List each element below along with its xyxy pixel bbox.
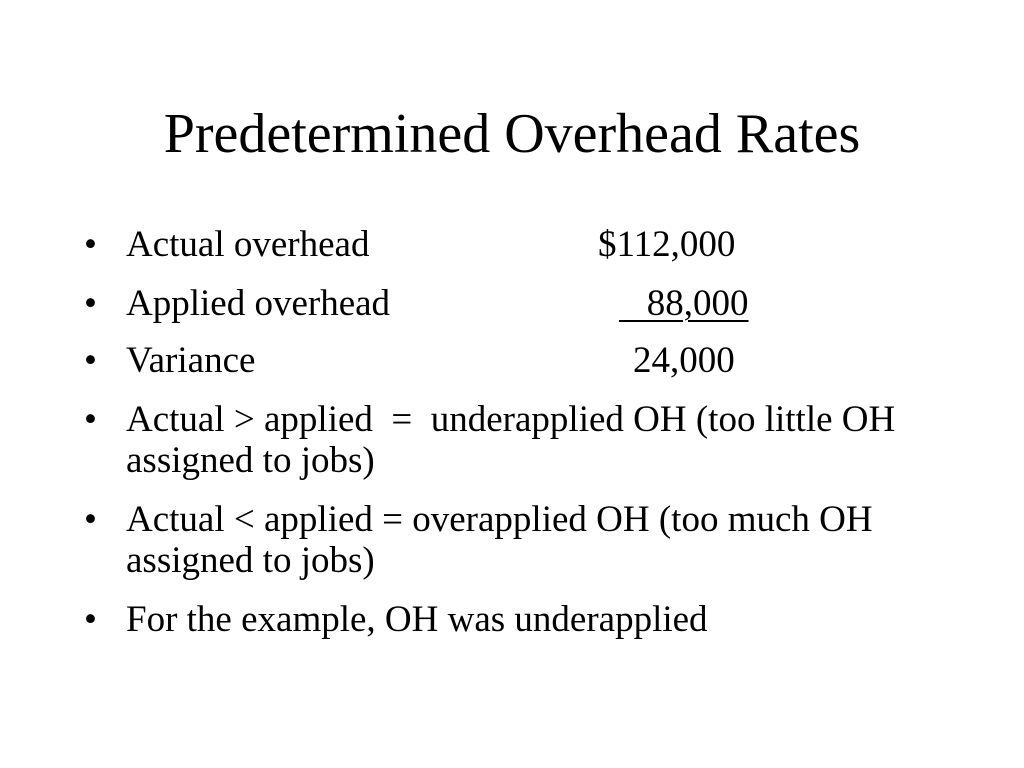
actual-overhead-label: Actual overhead xyxy=(126,224,370,265)
bullet-list xyxy=(84,224,944,658)
bullet-applied-overhead xyxy=(84,283,944,324)
example-conclusion-text: For the example, OH was underapplied xyxy=(126,599,708,640)
bullet-example-conclusion xyxy=(84,599,944,640)
bullet-underapplied-rule xyxy=(84,399,944,481)
variance-label: Variance xyxy=(126,340,256,381)
slide-title: Predetermined Overhead Rates xyxy=(163,103,861,165)
applied-overhead-amount: 88,000 xyxy=(619,283,749,324)
bullet-icon: • xyxy=(84,399,97,440)
bullet-actual-overhead xyxy=(84,224,944,265)
overapplied-rule-text: Actual < applied = overapplied OH (too much OH assigned to jobs) xyxy=(126,499,873,581)
underapplied-rule-text: Actual > applied = underapplied OH (too little OH assigned to jobs) xyxy=(126,399,905,481)
bullet-icon: • xyxy=(84,599,97,640)
bullet-variance xyxy=(84,340,944,381)
bullet-icon: • xyxy=(84,283,97,324)
bullet-overapplied-rule xyxy=(84,499,944,581)
applied-overhead-label: Applied overhead xyxy=(126,283,391,324)
actual-overhead-amount: $112,000 xyxy=(598,224,736,265)
bullet-icon: • xyxy=(84,499,97,540)
bullet-icon: • xyxy=(84,224,97,265)
bullet-icon: • xyxy=(84,340,97,381)
variance-amount: 24,000 xyxy=(633,340,735,381)
